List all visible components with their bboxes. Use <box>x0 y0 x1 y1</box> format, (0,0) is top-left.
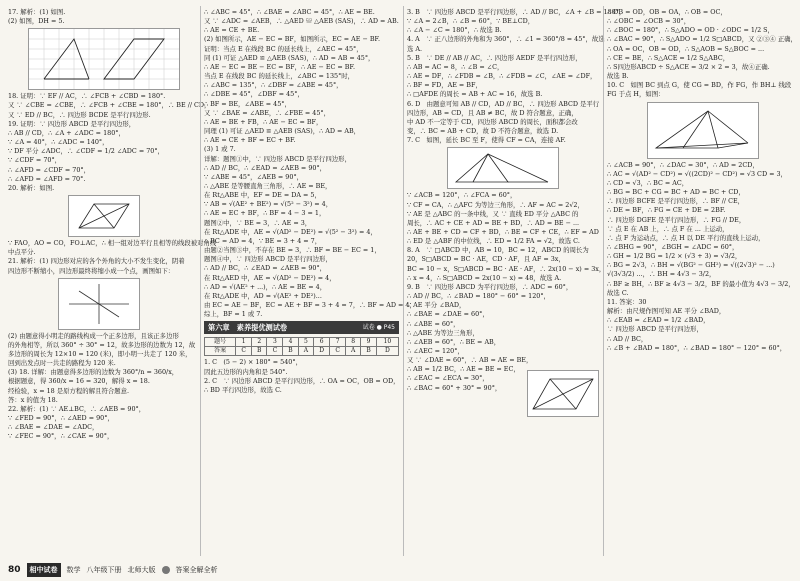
column-2-block-2 <box>204 358 399 395</box>
text-line: 题图④中，∵ 四边形 ABCD 是平行四边形， <box>204 255 332 264</box>
text-line: 20，S□ABCD = BC · AE，CD · AF，且 AF = 3x， <box>407 255 565 264</box>
text-line: 综上，BF = 1 或 7. <box>204 310 263 319</box>
text-line: 20. 解析：如图. <box>8 183 55 192</box>
text-line: ∴ AE = BE + FB，∴ AE − EC = BF， <box>204 117 323 126</box>
text-line: ∴ ∠A − ∠C = 180°，∴ 故选 B. <box>407 26 502 35</box>
text-line: ∴ AD // BC，∴ ∠EAD = ∠AEB = 90°， <box>204 163 327 172</box>
text-line: ∴ ∠EAB = ∠EAD = 1/2 ∠BAD， <box>607 316 710 325</box>
answer-cell: 答案 <box>205 347 236 356</box>
text-line: 又 ∵ ∠DAE = 60°，∴ AB = AE = BE， <box>407 356 533 365</box>
text-line: ∴ S四边形ABCD ÷ S△ACE = 3/2 × 2 = 3，故④正确. <box>607 62 770 71</box>
answer-cell: A <box>346 347 361 356</box>
text-line: ∴ △ABE 是等腰直角三角形，∴ AE = BE， <box>204 181 332 190</box>
text-line: 故选 B. <box>607 72 629 81</box>
text-line: ∵ DF 平分 ∠ADC，∴ ∠CDF = 1/2 ∠ADC = 70°， <box>8 147 164 156</box>
text-line: ∴ ∠BAE = ∠DAE = 60°， <box>407 310 489 319</box>
text-line: 5. B ∵ DE // AB // AC，∴ 四边形 AEDF 是平行四边形， <box>407 53 582 62</box>
text-line: 多边形的周长为 12×10 = 120 (米)，即小明一共走了 120 米， <box>8 349 192 358</box>
section-header <box>204 321 399 334</box>
answer-cell: B <box>283 347 298 356</box>
parallelogram-figure-2 <box>527 370 599 417</box>
text-line: ∴ x = 4，∴ S□ABCD = 2x(10 − x) = 48，故选 A. <box>407 273 562 282</box>
answer-cell: A <box>298 347 313 356</box>
answer-cell: 9 <box>361 338 376 347</box>
answer-cell: 10 <box>376 338 398 347</box>
column-1-block-1 <box>8 8 196 26</box>
path-figure <box>58 278 140 330</box>
text-line: ∵ ∠ABE = 45°，∠AEB = 90°， <box>204 172 304 181</box>
text-line: ∴ AE = DF，∴ ∠FDB = ∠B，∴ ∠FDB = ∠C，∠AE = ∠DF， <box>407 72 597 81</box>
text-line: BC = 10 − x，S□ABCD = BC · AE · AF，∴ 2x(10 − x) = 3x， <box>407 264 606 273</box>
text-line: 又 ∵ ∠ADC = ∠AEB，∴ △AED ≌ △AEB (SAS)，∴ AD = AB. <box>204 17 399 26</box>
text-line: 1. C (5 − 2) × 180° = 540°， <box>204 358 302 367</box>
text-line: ∴ AE − EC = BE − EC = BF，∴ AE − EC = BF. <box>204 62 355 71</box>
text-line: ∴ AC = √(AD² − CD²) = √((2CD)² − CD²) = √3 CD = 3， <box>607 169 787 178</box>
parallelogram-figure <box>68 195 140 237</box>
text-line: ∵ ∠A = 40°，∴ ∠ADC = 140°， <box>8 138 109 147</box>
text-line: ∴ DE = BF，∴ FG = CE + DE = 2BF. <box>607 206 726 215</box>
brand-logo: 相中试卷 <box>27 563 61 577</box>
text-line: 答：x 的值为 18. <box>8 395 58 404</box>
text-line: 17. 解析：(1) 如图. <box>8 8 66 16</box>
text-line: ∴ AB = AC = 8，∴ ∠B = ∠C， <box>407 62 504 71</box>
text-line: (2) 由题意得小明走的路线构成一个正多边形，且该正多边形 <box>8 331 179 340</box>
text-line: ∴ ∠BHG = 90°，∠BGH = ∠ADC = 60°， <box>607 242 739 251</box>
text-line: 题图②中，∵ BE = 3，∴ AE = 3， <box>204 218 312 227</box>
text-line: ∴ ∠B + ∠BAD = 180°，∴ ∠BAD = 180° − 120° = 60°， <box>607 343 787 352</box>
text-line: FG 于点 H，如图： <box>607 90 665 99</box>
text-line: ∴ AB = 1/2 BC，∴ AE = BE = EC， <box>407 365 520 374</box>
text-line: 又 ∵ ED // BC，∴ 四边形 BCDE 是平行四边形. <box>8 110 151 119</box>
text-line: ∴ ∠AFD = ∠CDF = 70°， <box>8 165 90 174</box>
subject-label: 数学 <box>66 566 81 574</box>
text-line: ∴ ∠ABE = 60°， <box>407 319 460 328</box>
text-line: 在 Rt△ADE 中，AD = √(AE² + DE²)... <box>204 291 322 300</box>
text-line: ∴ ∠ABC = 135°，∴ ∠DBF = ∠ABE = 45°， <box>204 81 343 90</box>
text-line: (2) 如图，DH = 5. <box>8 17 65 26</box>
answer-cell: 2 <box>252 338 267 347</box>
answer-cell: D <box>314 347 330 356</box>
text-line: 因此五边形的内角和是 540°. <box>204 367 288 376</box>
text-line: ∴ AD // BC，∴ ∠EAD = ∠AEB = 90°， <box>204 264 327 273</box>
text-line: 10. C 如图 BC 到点 G，使 CG = BD，作 FG，作 BH⊥ 线段 <box>607 81 792 90</box>
text-line: 又 ∵ ∠CBE = ∠CBE，∴ ∠FCB + ∠CBE = 180°，∴ BE // CD， <box>8 101 211 110</box>
text-line: ∴ BF ≥ BH，∴ BF ≥ 4√3 − 3/2，BF 的最小值为 4√3 − 3/2， <box>607 279 795 288</box>
column-1 <box>8 8 217 556</box>
column-divider <box>200 6 201 556</box>
page-number: 80 <box>8 565 21 575</box>
text-line: ∴ BF = FD，AE = BF， <box>407 81 482 90</box>
answer-cell: 7 <box>330 338 346 347</box>
text-line: ∴ □AFDE 的周长 = AB + AC = 16，故选 B. <box>407 90 543 99</box>
answer-table <box>204 337 399 356</box>
text-line: 在 Rt△AED 中，AE = √(AD² − DE²) = 4， <box>204 273 336 282</box>
column-4 <box>607 8 795 556</box>
text-line: ∴ BC = AD = 4，∵ BE = 3 + 4 = 7， <box>204 236 322 245</box>
text-line: ∴ BG = BC + CG = BC + AD = BC + CD， <box>607 188 745 197</box>
text-line: 同 (1) 可证 △AED ≌ △AEB (SAS)，∴ AD = AB = 45°， <box>204 53 375 62</box>
text-line: ∵ CF = CA，∴ △AFC 为等边三角形，∴ AF = AC = 2√2， <box>407 200 584 209</box>
answer-table-header <box>205 338 399 347</box>
text-line: ∵ ∠A = 2∠B，∴ ∠B = 60°，∵ BE⊥CD， <box>407 17 535 26</box>
text-line: ∴ ∠BAC = 90°，∴ S△ADO = 1/2 S□ABCD，又 ②③④ 正确， <box>607 35 797 44</box>
guide-label: 答案全解全析 <box>175 566 218 574</box>
text-line: ∴ ∠BAC = 60° + 30° = 90°， <box>407 383 502 392</box>
answer-cell: C <box>330 347 346 356</box>
text-line: 18. 证明：∵ EF // AC，∴ ∠FCB + ∠CBD = 180°. <box>8 92 166 101</box>
text-line: 选 A. <box>407 44 423 53</box>
text-line: 3. B ∵ 四边形 ABCD 是平行四边形，∴ AD // BC，∠A + ∠B = 180°， <box>407 8 626 16</box>
answer-cell: 题号 <box>205 338 236 347</box>
text-line: 11. 答案：30 <box>607 297 647 306</box>
text-line: 中点平分. <box>8 248 36 257</box>
column-1-block-4 <box>8 332 196 442</box>
text-line: ∵ ∠FED = 90°，∴ ∠AED = 90°， <box>8 414 114 423</box>
text-line: ∵ AE 平分 ∠BAD， <box>407 301 466 310</box>
text-line: 解析：由尺规作图可知 AE 平分 ∠BAD， <box>607 307 726 316</box>
answer-cell: B <box>361 347 376 356</box>
text-line: ∴ BD 平行四边形，故选 C. <box>204 385 282 394</box>
text-line: ∵ AE 是 △ABC 的一条中线，又 ∵ 直线 ED 平分 △ABC 的 <box>407 209 579 218</box>
answer-table-answers <box>205 347 399 356</box>
column-3-block-1 <box>407 8 626 145</box>
text-line: (3) 18. 详解：由题意得多边形的边数为 360°/n = 360/x， <box>8 368 179 377</box>
text-line: ∴ OA = OC，OB = OD，∴ S△AOB = S△BOC = ... <box>607 44 765 53</box>
text-line: ∴ AD // BC， <box>607 334 648 343</box>
answer-cell: 1 <box>236 338 252 347</box>
text-line: 又 ∵ ∠BAE = ∠ABE，∴ ∠FBE = 45°， <box>204 108 331 117</box>
text-line: 详解：题图①中，∵ 四边形 ABCD 是平行四边形， <box>204 154 351 163</box>
text-line: 同理 (1) 可证 △AED ≌ △AEB (SAS)，∴ AD = AB， <box>204 127 361 136</box>
column-divider <box>403 6 404 556</box>
answer-cell: 6 <box>314 338 330 347</box>
text-line: (3) 1 或 7. <box>204 145 236 154</box>
answer-cell: B <box>252 347 267 356</box>
text-line: ∴ 四边形 BCFE 是平行四边形，∴ BF // CE， <box>607 197 745 206</box>
text-line: ∴ ∠DBE = 45°，∠DBF = 45°， <box>204 90 304 99</box>
text-line: ∴ AD = √(AE² + ...)，∴ AE = BE = 4， <box>204 282 327 291</box>
triangle-figure-2 <box>647 102 759 159</box>
text-line: 中 AD 不一定等于 CD，四边形 ABCD 的周长，面积都会改 <box>407 117 578 126</box>
text-line: √(3√3/2) ...，∴ BH = 4√3 − 3/2， <box>607 270 716 279</box>
answer-cell: C <box>236 347 252 356</box>
grid-figure <box>28 28 180 90</box>
text-line: 周长，∴ AC + CE + AD = BE + BD，∴ AD = BE − ... <box>407 218 580 227</box>
answer-cell: C <box>267 347 283 356</box>
text-line: ∵ ∠FEC = 90°，∴ ∠CAE = 90°， <box>8 432 114 441</box>
text-line: ∴ AB // CD，∴ ∠A + ∠ADC = 180°， <box>8 128 125 137</box>
text-line: ∴ AE = CE + BF = EC + BF. <box>204 136 296 145</box>
text-line: ∴ △ABE 为等边三角形， <box>407 328 479 337</box>
text-line: 8. A ∵ □ABCD 中，AB = 10，BC = 12，ABCD 的周长为 <box>407 246 589 255</box>
answer-cell: D <box>376 347 398 356</box>
answer-cell: 5 <box>298 338 313 347</box>
text-line: ∴ OB = OD，OB = OA，∴ OB = OC， <box>607 8 727 16</box>
text-line: ∵ ∠ACB = 120°，∴ ∠FCA = 60°， <box>407 191 517 200</box>
text-line: 回到出发点时一共走的路程为 120 米. <box>8 359 116 368</box>
text-line: ∵ AB = √(AE² + BE²) = √(5² − 3²) = 4， <box>204 200 333 209</box>
text-line: ∴ AE = CE + BE. <box>204 26 260 35</box>
text-line: 4. A ∵ 正八边形的外角和为 360°，∴ ∠1 = 360°/8 = 45°，故选 <box>407 35 605 44</box>
text-line: ∴ BF = BE，∠ABE = 45°， <box>204 99 291 108</box>
text-line: ∴ AE = EC + BF，∴ BF = 4 − 3 = 1， <box>204 209 326 218</box>
text-line: 在 Rt△ABE 中，EF = DE = DA = 5， <box>204 191 321 200</box>
text-line: ∴ AE + BE + CD = CF + BD，∴ BE = CF + CE，∴ EF = AD <box>407 227 599 236</box>
text-line: ∴ BG = 2√3，∴ BH = √(BG² − GH²) = √((2√3)² − ...) <box>607 261 775 270</box>
text-line: ∵ FAO，AO = CO，FO⊥AC，∴ 相一组对边平行且相等的线段被对角线 <box>8 239 217 248</box>
text-line: 故选 C. <box>607 288 629 297</box>
grade-label: 八年级下册 <box>86 566 122 574</box>
answer-cell: 3 <box>267 338 283 347</box>
text-line: 19. 证明：∵ 四边形 ABCD 是平行四边形， <box>8 119 136 128</box>
column-4-block-2 <box>607 161 795 353</box>
column-1-block-2 <box>8 92 211 193</box>
answer-cell: 8 <box>346 338 361 347</box>
text-line: 由题②当图③中，不存在 BE = 3，∴ BF = BE − EC = 1， <box>204 246 381 255</box>
text-line: ∵ ∠CDF = 70°， <box>8 156 62 165</box>
answer-cell: 4 <box>283 338 298 347</box>
text-line: ∵ 四边形 ABCD 是平行四边形， <box>607 325 703 334</box>
section-reference: 试卷 ● P45 <box>362 324 395 332</box>
text-line: 根据题意，得 360/x = 16 = 320，解得 x = 18. <box>8 377 150 386</box>
text-line: ∴ ∠ACB = 90°，∴ ∠DAC = 30°，∴ AD = 2CD， <box>607 160 759 169</box>
text-line: ∴ ∠BOC = 180°，∴ S△ADO = OD · ∠ODC = 1/2 S， <box>607 26 774 35</box>
edition-label: 北师大版 <box>127 566 156 574</box>
text-line: ∴ ED 是 △ABF 的中位线，∴ ED = 1/2 FA = √2，故选 C. <box>407 237 580 246</box>
column-4-block-1 <box>607 8 795 100</box>
text-line: ∴ ∠EAC = ∠ECA = 30°， <box>407 374 489 383</box>
section-title: 第六章 素养提优测试卷 <box>208 323 288 333</box>
text-line: ∵ 点 E 在 AB 上，∴ 点 F 在 ... 上运动， <box>607 224 729 233</box>
text-line: 经检验，x = 18 是原方程的解且符合题意. <box>8 386 130 395</box>
text-line: 2. C ∵ 四边形 ABCD 是平行四边形，∴ OA = OC，OB = OD， <box>204 376 400 385</box>
text-line: 7. C 如图，延长 BC 至 F，使得 CF = CA，连接 AF. <box>407 136 566 145</box>
text-line: 在 Rt△ADE 中，AE = √(AD² − DE²) = √(5² − 3²) = 4， <box>204 227 377 236</box>
text-line: ∴ ∠BAE = ∠DAE = ∠ADC， <box>8 423 99 432</box>
text-line: ∴ 四边形 DGFE 是平行四边形，∴ FG // DE， <box>607 215 746 224</box>
text-line: 由 EC = AE − BF，EC = AE + BF = 3 + 4 = 7，∴ BF = AD = 4， <box>204 301 416 309</box>
circle-icon <box>162 566 170 574</box>
text-line: ∴ ∠AFD = ∠AFD = 70°. <box>8 174 86 183</box>
column-1-block-3 <box>8 239 217 276</box>
text-line: ∴ CD = √3，∴ BC = AC， <box>607 178 689 187</box>
text-line: 的外角相等，所以 360° ÷ 30° = 12，故多边形的边数为 12，故 <box>8 340 196 349</box>
text-line: 9. B ∵ 四边形 ABCD 为平行四边形，∴ ADC = 60°， <box>407 282 573 291</box>
page-footer <box>8 563 792 577</box>
text-line: ∴ CE = BE，∴ S△ACE = 1/2 S△ABC， <box>607 53 730 62</box>
text-line: ∴ AD // BC，∴ ∠BAD = 180° − 60° = 120°， <box>407 292 550 301</box>
text-line: 21. 解析：(1) 四边形对应的各个外角的大小不发生变化，阴着 <box>8 257 185 266</box>
text-line: ∴ ∠ABC = 45°，∴ ∠BAE = ∠ABC = 45°，∴ AE = BE. <box>204 8 375 16</box>
column-3-block-2 <box>407 191 606 392</box>
text-line: ∴ GH = 1/2 BG = 1/2 × (√3 + 3) = √3/2， <box>607 252 742 261</box>
text-line: 四边形不断缩小，四边形最终将缩小成一个点，画图如下： <box>8 266 175 275</box>
text-line: (2) 如图所示，AE − EC = BF，如图所示，EC = AE − BF. <box>204 35 381 44</box>
text-line: ∴ ∠AEB = 60°，∴ BE = AB， <box>407 337 501 346</box>
text-line: ∴ 点 F 为运动点，∴ 点 H 以 DE 平行的直线上运动， <box>607 233 765 242</box>
column-3 <box>407 8 626 556</box>
column-divider <box>603 6 604 556</box>
text-line: 22. 解析：(1) ∵ AE⊥BC，∴ ∠AEB = 90°， <box>8 404 146 413</box>
text-line: 证明：当点 E 在线段 BC 的延长线上，∠AEC = 45°， <box>204 44 363 53</box>
text-line: 四边形，AB = CD，且 AB ≠ BC，故 D 符合题意，正确， <box>407 108 578 117</box>
triangle-figure <box>447 147 559 189</box>
text-line: ∴ ∠AEC = 120°， <box>407 347 464 355</box>
text-line: 6. D 由题意可知 AB // CD，AD // BC，∴ 四边形 ABCD 是平行 <box>407 99 600 108</box>
text-line: ∴ ∠OBC = ∠OCB = 30°， <box>607 17 691 26</box>
text-line: 当点 E 在线段 BC 的延长线上，∠ABC = 135°时， <box>204 72 355 81</box>
text-line: 变，∴ BC = AB + CD，故 D 不符合题意，故选 D. <box>407 127 559 136</box>
